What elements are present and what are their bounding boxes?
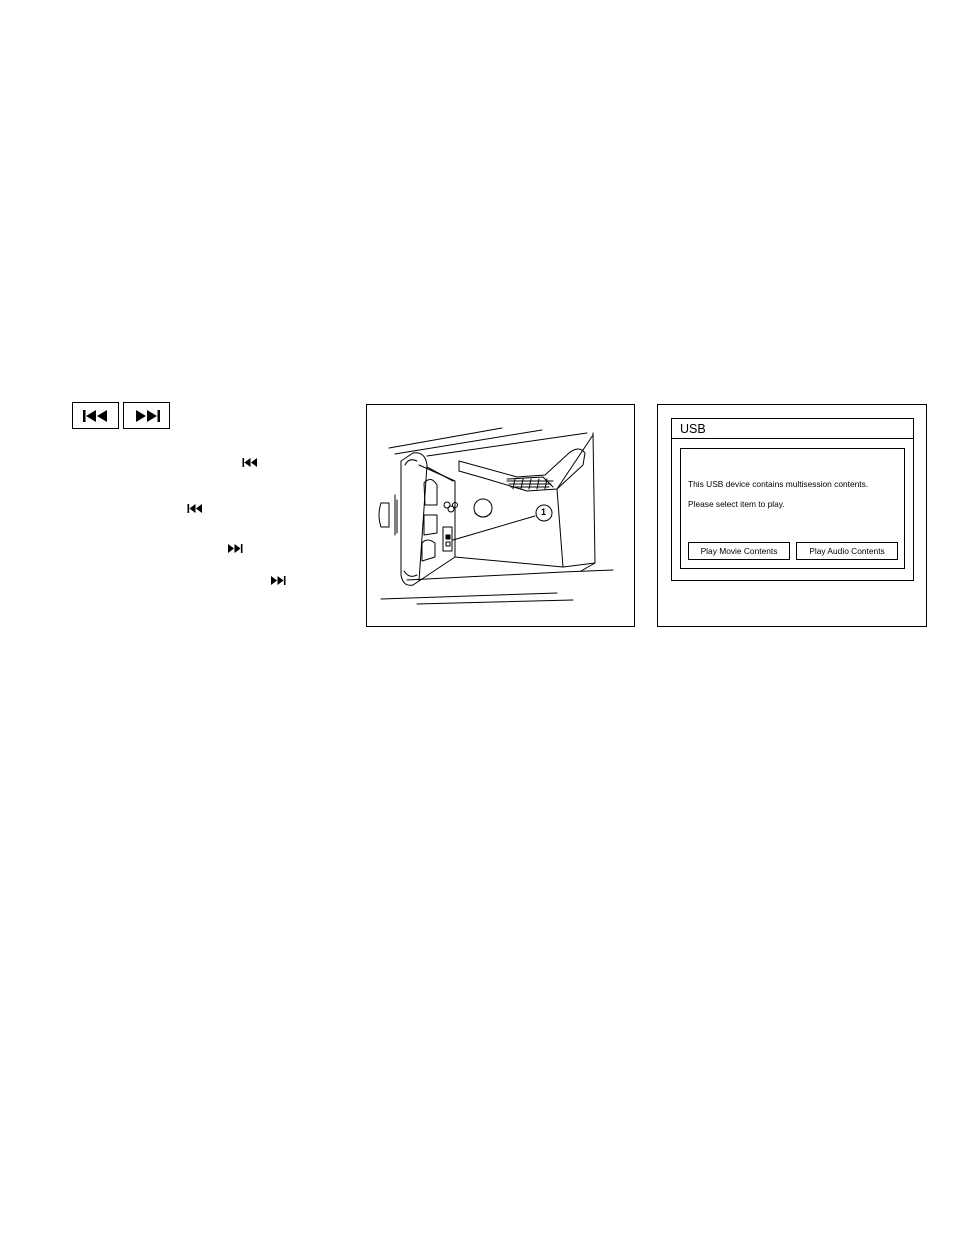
track-button-group xyxy=(72,402,170,429)
previous-track-button[interactable] xyxy=(72,402,119,429)
next-track-button[interactable] xyxy=(123,402,170,429)
usb-screen-illustration xyxy=(657,404,927,627)
multisession-message: This USB device contains multisession contents. xyxy=(688,479,869,489)
console-usb-port-illustration xyxy=(366,404,635,627)
usb-screen-title: USB xyxy=(672,419,913,439)
previous-track-icon xyxy=(187,504,203,513)
select-item-message: Please select item to play. xyxy=(688,499,785,509)
multisession-dialog xyxy=(680,448,905,569)
previous-track-icon xyxy=(242,458,258,467)
console-line-drawing xyxy=(367,405,634,626)
previous-track-icon xyxy=(82,410,110,422)
next-track-icon xyxy=(133,410,161,422)
play-movie-contents-button[interactable]: Play Movie Contents xyxy=(688,542,790,560)
callout-number: 1 xyxy=(541,507,547,517)
play-audio-contents-button[interactable]: Play Audio Contents xyxy=(796,542,898,560)
next-track-icon xyxy=(270,576,286,585)
usb-screen-window xyxy=(671,418,914,581)
next-track-icon xyxy=(227,544,243,553)
